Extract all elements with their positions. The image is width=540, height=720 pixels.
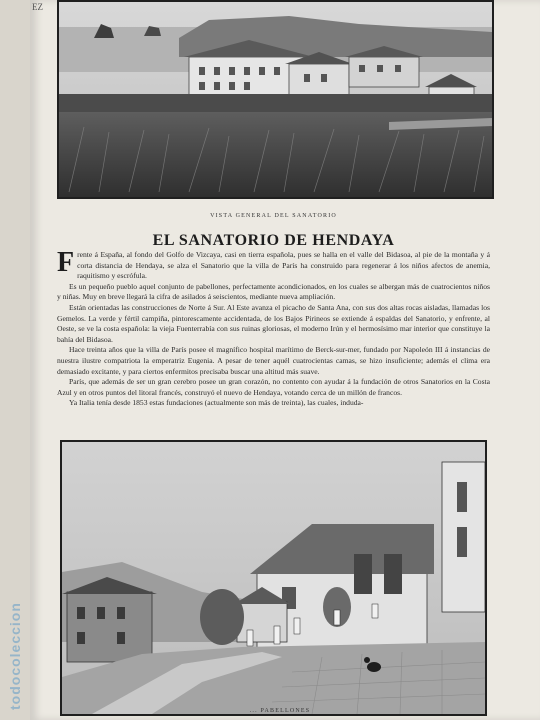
watermark-text: todocoleccion — [7, 602, 23, 710]
caption-pavilions: ... PABELLONES — [249, 708, 311, 714]
article-paragraph: Están orientadas las construcciones de Norte á Sur. Al Este avanza el picacho de Santa Ana, con sus dos altas rocas aisladas, llamadas los Gemelos. La verde y fértil campiña, pintorescamente accidentada, de los Bajos Pirineos se extiende á espaldas del Sanatorio, y enfrente, al Oeste, se ve la costa española: la vieja Fuenterrabía con sus ruinas gloriosas, el moderno Irún y el hermosísimo mar interior que constituye la bahía del Bidasoa. — [57, 302, 490, 344]
caption-general-view: VISTA GENERAL DEL SANATORIO — [210, 213, 337, 219]
page-edge-text: EZ — [32, 2, 43, 12]
article-paragraph — [57, 247, 490, 282]
article-paragraph: Ya Italia tenía desde 1853 estas fundaciones (actualmente son más de treinta), las cuales, induda- — [69, 398, 364, 408]
article-paragraph: Hace treinta años que la villa de París posee el magnífico hospital marítimo de Berck-sur-mer, fundado por Napoleón III á instancias de nuestra ilustre compatriota la emperatriz Eugenia. A pesar de tener aquél cuatrocientas camas, se hizo insuficiente; además el clima era demasiado excitante, y para ciertos enfermitos precisaba buscar una altitud más suave. — [57, 345, 490, 376]
article-paragraph-text: rente á España, al fondo del Golfo de Vizcaya, casi en tierra española, pues se halla en el valle del Bidasoa, al pie de la montaña y á corta distancia de Hendaya, se alza el Sanatorio que la villa de París ha construido para regenerar á los niños afectos de anemia, raquitismo y escrófula. — [77, 250, 490, 281]
article-title: EL SANATORIO DE HENDAYA — [152, 232, 395, 249]
photo-general-view — [57, 0, 494, 199]
photo-pavilions-drawing — [62, 442, 485, 714]
article-paragraph: París, que además de ser un gran cerebro posee un gran corazón, no contento con ayudar á la fundación de otros Sanatorios en la Costa Azul y en otros puntos del litoral francés, construyó el nuevo de Hendaya, votando cerca de un millón de francos. — [57, 377, 490, 397]
article-body — [57, 247, 490, 409]
photo-pavilions — [60, 440, 487, 716]
article-paragraph: Es un pequeño pueblo aquel conjunto de pabellones, perfectamente acondicionados, en los cuales se albergan más de cuatrocientos niños y niñas. Muy en breve llegará la cifra de asilados á seiscientos, mediante nueva ampliación. — [57, 281, 490, 302]
dropcap-letter: F — [57, 247, 75, 278]
photo-general-view-drawing — [59, 2, 492, 197]
